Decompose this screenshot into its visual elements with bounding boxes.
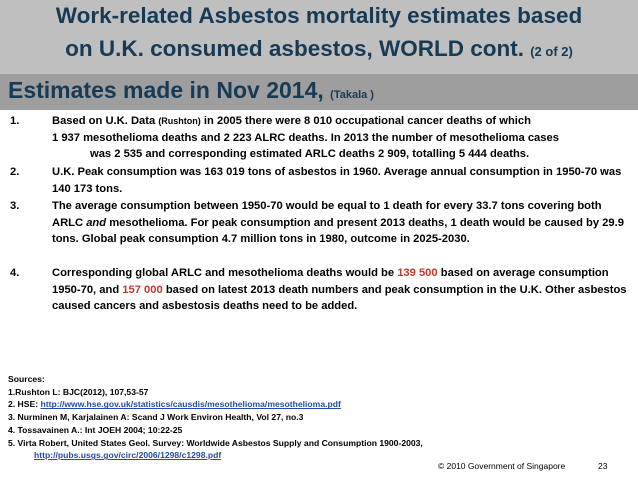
slide-title-line1: Work-related Asbestos mortality estimates based (55, 3, 583, 28)
item-text: based on average consumption 1950-70, and (52, 267, 609, 296)
list-item-2 (10, 164, 628, 197)
list-item-1 (10, 113, 628, 163)
item-text: Corresponding global ARLC and mesothelioma deaths would be (52, 267, 395, 279)
footer-copyright: © 2010 Government of Singapore (438, 461, 566, 471)
sources-section (8, 373, 608, 462)
source-5: 5. Virta Robert, United States Geol. Survey: Worldwide Asbestos Supply and Consumption 1900-2003, (8, 437, 423, 448)
item-text: U.K. Peak consumption was 163 019 tons of asbestos in 1960. Average annual consumption in 1950-70 was 140 173 tons. (52, 166, 622, 195)
page-number: 23 (598, 461, 608, 471)
item-text: based on latest 2013 death numbers and peak consumption in the U.K. Other asbestos caused cancers and asbestosis deaths need to be added. (52, 283, 627, 313)
slide-title-text: on U.K. consumed asbestos, WORLD cont. (65, 36, 524, 61)
subtitle (8, 77, 374, 104)
item-number: 1. (10, 115, 20, 127)
subtitle-text: Estimates made in Nov 2014, (8, 77, 324, 103)
source-5-link[interactable]: http://pubs.usgs.gov/circ/2006/1298/c1298.pdf (34, 450, 222, 461)
item-body (52, 198, 628, 248)
highlight-value: 139 500 (397, 267, 438, 279)
item-text: mesothelioma. For peak consumption and present 2013 deaths, 1 death would be caused by 29.9 tons. Global peak consumption 4.7 million tons in 1980, outcome in 2025-2030. (52, 216, 624, 246)
item-text: The average consumption between 1950-70 would be equal to 1 death for every 33.7 tons covering both ARLC (52, 200, 602, 229)
source-text: 2. HSE: (8, 399, 39, 410)
item-line (52, 113, 628, 130)
source-1: 1.Rushton L: BJC(2012), 107,53-57 (8, 386, 149, 397)
item-number: 4. (10, 267, 20, 279)
item-line: 1 937 mesothelioma deaths and 2 223 ALRC deaths. In 2013 the number of mesothelioma cases (52, 131, 559, 144)
item-number: 3. (10, 200, 20, 212)
source-4: 4. Tossavainen A.: Int JOEH 2004; 10:22-25 (8, 424, 183, 435)
item-body (52, 265, 628, 315)
sources-heading: Sources: (8, 374, 45, 384)
slide-title-part: (2 of 2) (530, 44, 573, 59)
slide-title-line2 (0, 36, 638, 62)
subtitle-source: (Takala ) (330, 89, 374, 101)
highlight-value: 157 000 (122, 283, 163, 296)
source-3: 3. Nurminen M, Karjalainen A: Scand J Work Environ Health, Vol 27, no.3 (8, 412, 304, 423)
item-text: in 2005 there were 8 010 occupational cancer deaths of which (203, 115, 531, 127)
title-band (0, 0, 638, 74)
list-item-3 (10, 198, 628, 248)
item-body (52, 113, 628, 163)
subtitle-bar (0, 74, 638, 110)
list-item-4 (10, 265, 628, 315)
source-2-link[interactable]: http://www.hse.gov.uk/statistics/causdis/mesothelioma/mesothelioma.pdf (40, 399, 341, 410)
item-emphasis: and (86, 216, 107, 229)
item-citation: (Rushton) (158, 116, 201, 126)
item-number: 2. (10, 166, 20, 178)
item-line: was 2 535 and corresponding estimated ARLC deaths 2 909, totalling 5 444 deaths. (90, 148, 530, 161)
source-2 (8, 398, 608, 411)
item-text: Based on U.K. Data (52, 115, 156, 127)
